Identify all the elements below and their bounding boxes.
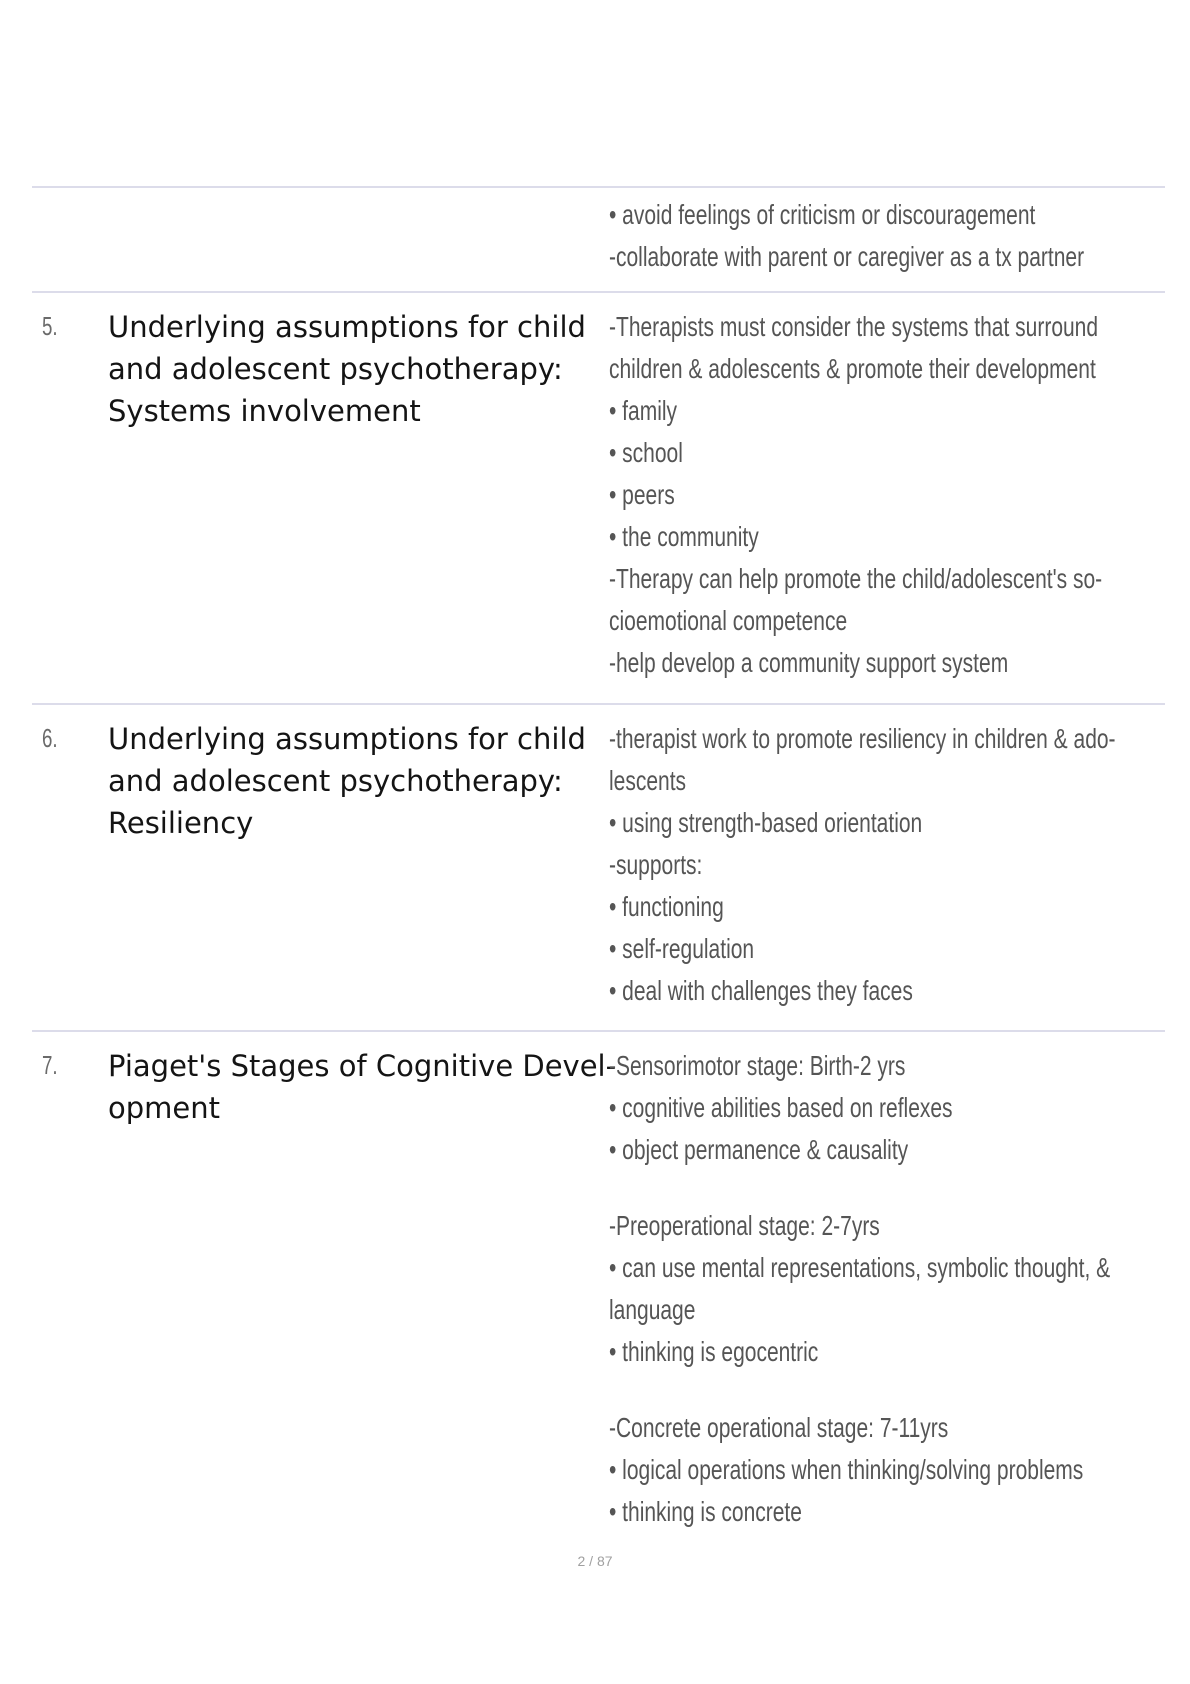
definition-line: • self-regulation bbox=[609, 933, 755, 964]
definition-line: • deal with challenges they faces bbox=[609, 975, 913, 1006]
card-definition bbox=[609, 718, 1138, 1012]
definition-line: • can use mental representations, symbolic thought, & bbox=[609, 1252, 1111, 1283]
card-term: Underlying assumptions for child and adolescent psychotherapy: Systems involvement bbox=[108, 310, 586, 428]
flashcard-7 bbox=[32, 1030, 1165, 1527]
card-term: Underlying assumptions for child and adolescent psychotherapy: Resiliency bbox=[108, 722, 586, 840]
flashcard-5 bbox=[32, 291, 1165, 678]
card-number: 6. bbox=[42, 723, 58, 753]
definition-line: -Preoperational stage: 2-7yrs bbox=[609, 1210, 880, 1241]
card-definition bbox=[609, 1045, 1138, 1533]
definition-line: -collaborate with parent or caregiver as a tx partner bbox=[609, 241, 1085, 272]
definition-line: children & adolescents & promote their development bbox=[609, 353, 1096, 384]
definition-line: cioemotional competence bbox=[609, 605, 848, 636]
page-number: 2 / 87 bbox=[577, 1553, 613, 1569]
definition-line: • cognitive abilities based on reflexes bbox=[609, 1092, 953, 1123]
definition-line: • using strength-based orientation bbox=[609, 807, 923, 838]
definition-line: -Concrete operational stage: 7-11yrs bbox=[609, 1412, 949, 1443]
definition-line: • thinking is egocentric bbox=[609, 1336, 819, 1367]
definition-line: • school bbox=[609, 437, 683, 468]
definition-line: -Therapy can help promote the child/adolescent's so- bbox=[609, 563, 1103, 594]
definition-spacer bbox=[609, 1373, 1138, 1407]
definition-line: • functioning bbox=[609, 891, 724, 922]
definition-line: -Sensorimotor stage: Birth-2 yrs bbox=[609, 1050, 906, 1081]
definition-line: • family bbox=[609, 395, 678, 426]
definition-line: • the community bbox=[609, 521, 759, 552]
flashcard-6 bbox=[32, 703, 1165, 1006]
card-definition bbox=[609, 306, 1138, 684]
definition-line: language bbox=[609, 1294, 696, 1325]
definition-line: • peers bbox=[609, 479, 675, 510]
definition-line: -supports: bbox=[609, 849, 703, 880]
definition-line: lescents bbox=[609, 765, 687, 796]
definition-line: • logical operations when thinking/solving problems bbox=[609, 1454, 1084, 1485]
definition-line: -therapist work to promote resiliency in children & ado- bbox=[609, 723, 1116, 754]
card-number: 5. bbox=[42, 311, 58, 341]
flashcard-continuation bbox=[32, 186, 1165, 272]
card-term: Piaget's Stages of Cognitive Devel- opment bbox=[108, 1049, 617, 1125]
definition-line: • object permanence & causality bbox=[609, 1134, 909, 1165]
definition-line: -help develop a community support system bbox=[609, 647, 1009, 678]
card-number: 7. bbox=[42, 1050, 58, 1080]
definition-line: -Therapists must consider the systems that surround bbox=[609, 311, 1099, 342]
definition-spacer bbox=[609, 1171, 1138, 1205]
card-definition bbox=[609, 194, 1138, 278]
definition-line: • thinking is concrete bbox=[609, 1496, 802, 1527]
definition-line: • avoid feelings of criticism or discouragement bbox=[609, 199, 1036, 230]
